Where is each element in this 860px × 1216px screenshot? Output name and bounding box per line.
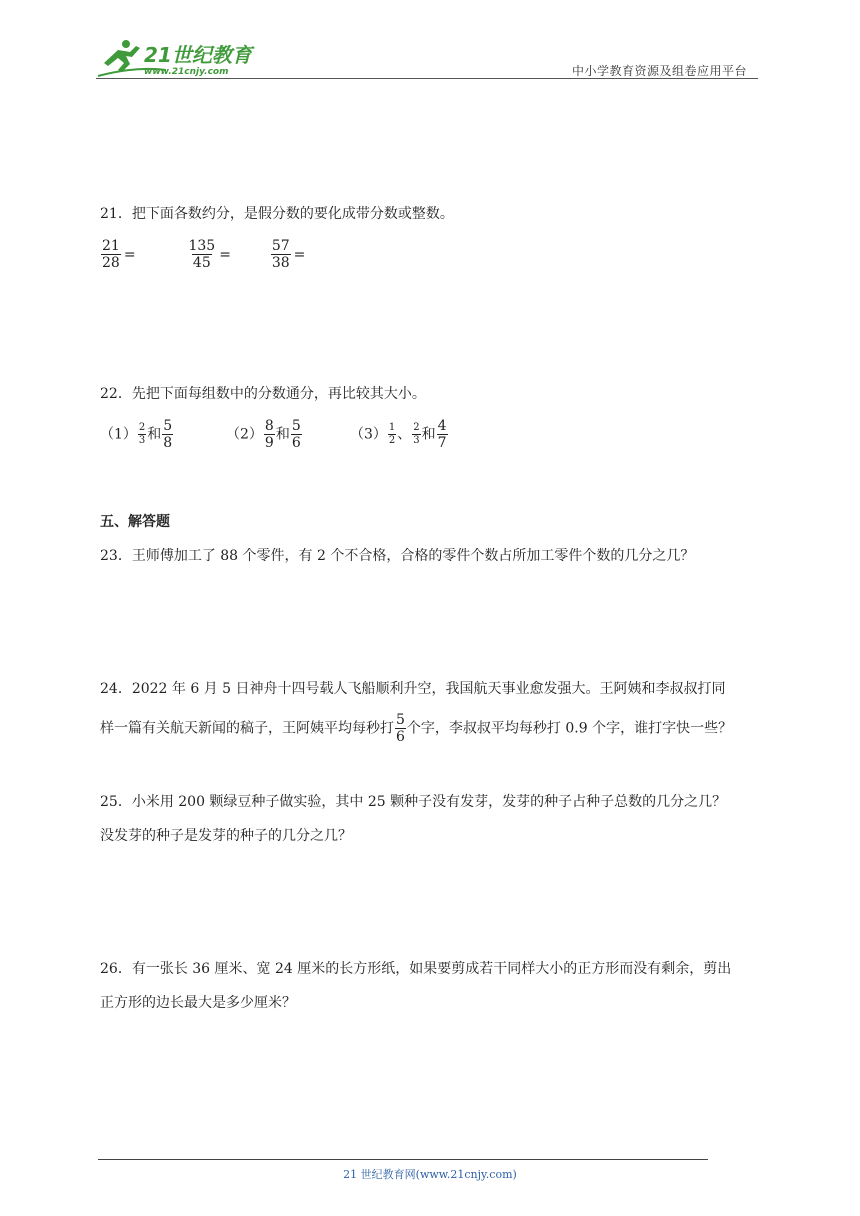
q21-fractions: $\frac{21}{28}$ = $\frac{135}{45}$ = $\frac{57}{38}$ = xyxy=(102,238,306,271)
q21-frac-2: $\frac{135}{45}$ xyxy=(188,238,216,271)
site-logo xyxy=(96,36,266,80)
q26-line2: 正方形的边长最大是多少厘米？ xyxy=(100,995,296,1011)
footer-link[interactable]: 21 世纪教育网(www.21cnjy.com) xyxy=(343,1168,517,1181)
q25-line2: 没发芽的种子是发芽的种子的几分之几？ xyxy=(100,828,352,844)
q22-text: 22．先把下面每组数中的分数通分，再比较其大小。 xyxy=(100,386,426,402)
q25-line1: 25．小米用 200 颗绿豆种子做实验，其中 25 颗种子没有发芽，发芽的种子占种子总数的几分之几？ xyxy=(100,794,727,810)
q21-frac-1: $\frac{21}{28}$ xyxy=(102,238,120,271)
header-platform-text: 中小学教育资源及组卷应用平台 xyxy=(572,64,748,78)
q22-group-3: （3） $\frac{1}{2}$ 、 $\frac{2}{3}$ 和 $\frac{4}{7}$ xyxy=(350,418,447,451)
q21-frac-3: $\frac{57}{38}$ xyxy=(271,238,290,271)
q24-line2: 样一篇有关航天新闻的稿子，王阿姨平均每秒打 $\frac{5}{6}$ 个字，李叔叔平均每秒打 0.9 个字，谁打字快一些？ xyxy=(100,712,733,745)
footer-divider xyxy=(98,1159,708,1160)
logo-text: 21世纪教育 xyxy=(144,43,252,67)
header-divider xyxy=(96,78,758,79)
q21-text: 21．把下面各数约分，是假分数的要化成带分数或整数。 xyxy=(100,206,454,222)
logo-url: www.21cnjy.com xyxy=(144,67,229,77)
q23-text: 23．王师傅加工了 88 个零件，有 2 个不合格，合格的零件个数占所加工零件个数的几分之几？ xyxy=(100,548,695,564)
section-title: 五、解答题 xyxy=(100,514,170,530)
q22-group-2: （2） $\frac{8}{9}$ 和 $\frac{5}{6}$ xyxy=(226,418,301,451)
q24-fraction: $\frac{5}{6}$ xyxy=(396,712,405,745)
q24-line1: 24．2022 年 6 月 5 日神舟十四号载人飞船顺利升空，我国航天事业愈发强大。王阿姨和李叔叔打同 xyxy=(100,681,726,697)
q26-line1: 26．有一张长 36 厘米、宽 24 厘米的长方形纸，如果要剪成若干同样大小的正方形而没有剩余，剪出 xyxy=(100,961,732,977)
q22-group-1: （1） $\frac{2}{3}$ 和 $\frac{5}{8}$ xyxy=(100,418,173,451)
